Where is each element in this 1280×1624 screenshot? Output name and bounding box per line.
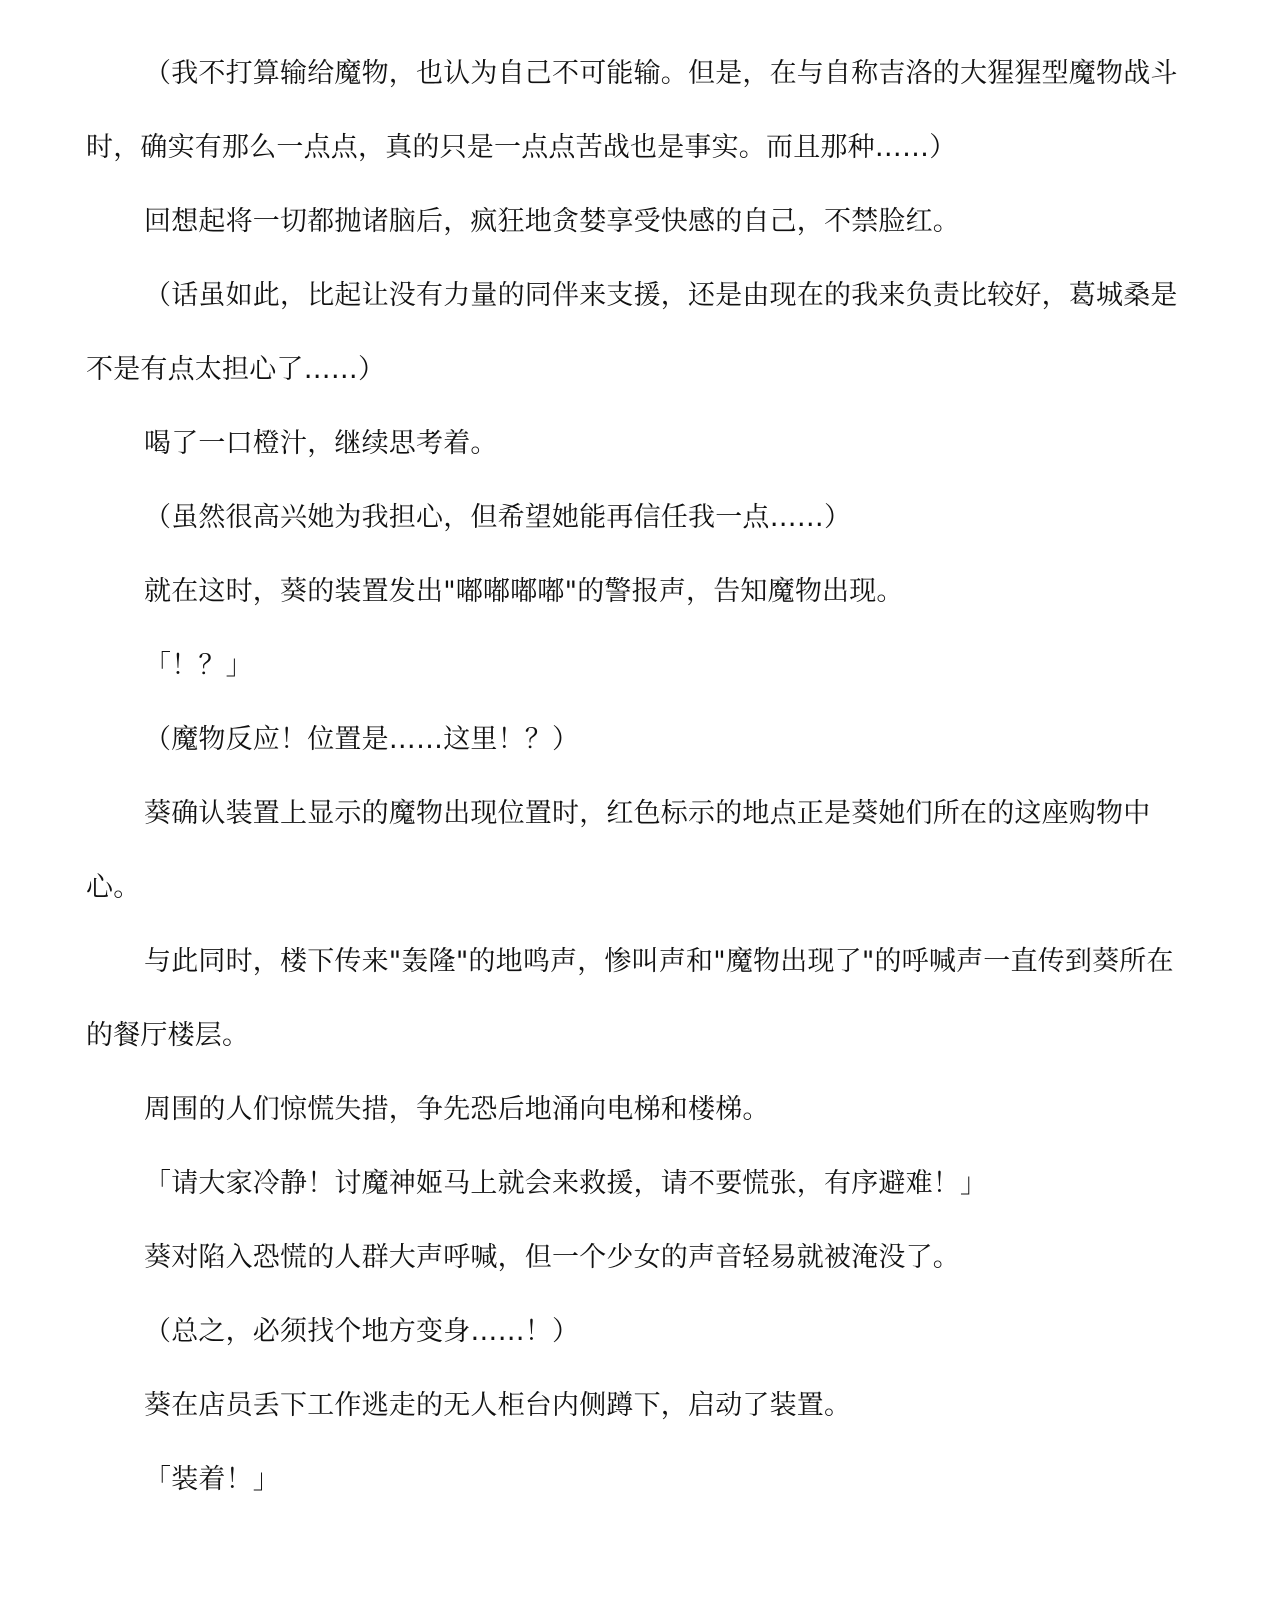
paragraph: 「请大家冷静！讨魔神姬马上就会来救援，请不要慌张，有序避难！」 xyxy=(144,1168,988,1199)
paragraph: 周围的人们惊慌失措，争先恐后地涌向电梯和楼梯。 xyxy=(144,1094,770,1125)
paragraph: （话虽如此，比起让没有力量的同伴来支援，还是由现在的我来负责比较好，葛城桑是不是有点太担心了……） xyxy=(86,280,1178,385)
novel-text-body xyxy=(86,52,1196,1532)
paragraph: 与此同时，楼下传来"轰隆"的地鸣声，惨叫声和"魔物出现了"的呼喊声一直传到葵所在的餐厅楼层。 xyxy=(86,946,1174,1051)
paragraph: 「装着！」 xyxy=(144,1464,280,1495)
paragraph: 喝了一口橙汁，继续思考着。 xyxy=(144,428,498,459)
paragraph: （总之，必须找个地方变身……！） xyxy=(144,1316,580,1347)
paragraph: （我不打算输给魔物，也认为自己不可能输。但是，在与自称吉洛的大猩猩型魔物战斗时，确实有那么一点点，真的只是一点点苦战也是事实。而且那种……） xyxy=(86,58,1178,163)
paragraph: 「！？」 xyxy=(144,650,253,681)
paragraph: （虽然很高兴她为我担心，但希望她能再信任我一点……） xyxy=(144,502,852,533)
paragraph: 葵对陷入恐慌的人群大声呼喊，但一个少女的声音轻易就被淹没了。 xyxy=(144,1242,960,1273)
paragraph: 葵确认装置上显示的魔物出现位置时，红色标示的地点正是葵她们所在的这座购物中心。 xyxy=(86,798,1151,903)
paragraph: （魔物反应！位置是……这里！？） xyxy=(144,724,580,755)
paragraph: 葵在店员丢下工作逃走的无人柜台内侧蹲下，启动了装置。 xyxy=(144,1390,852,1421)
paragraph: 就在这时，葵的装置发出"嘟嘟嘟嘟"的警报声，告知魔物出现。 xyxy=(144,576,904,607)
paragraph: 回想起将一切都抛诸脑后，疯狂地贪婪享受快感的自己，不禁脸红。 xyxy=(144,206,960,237)
